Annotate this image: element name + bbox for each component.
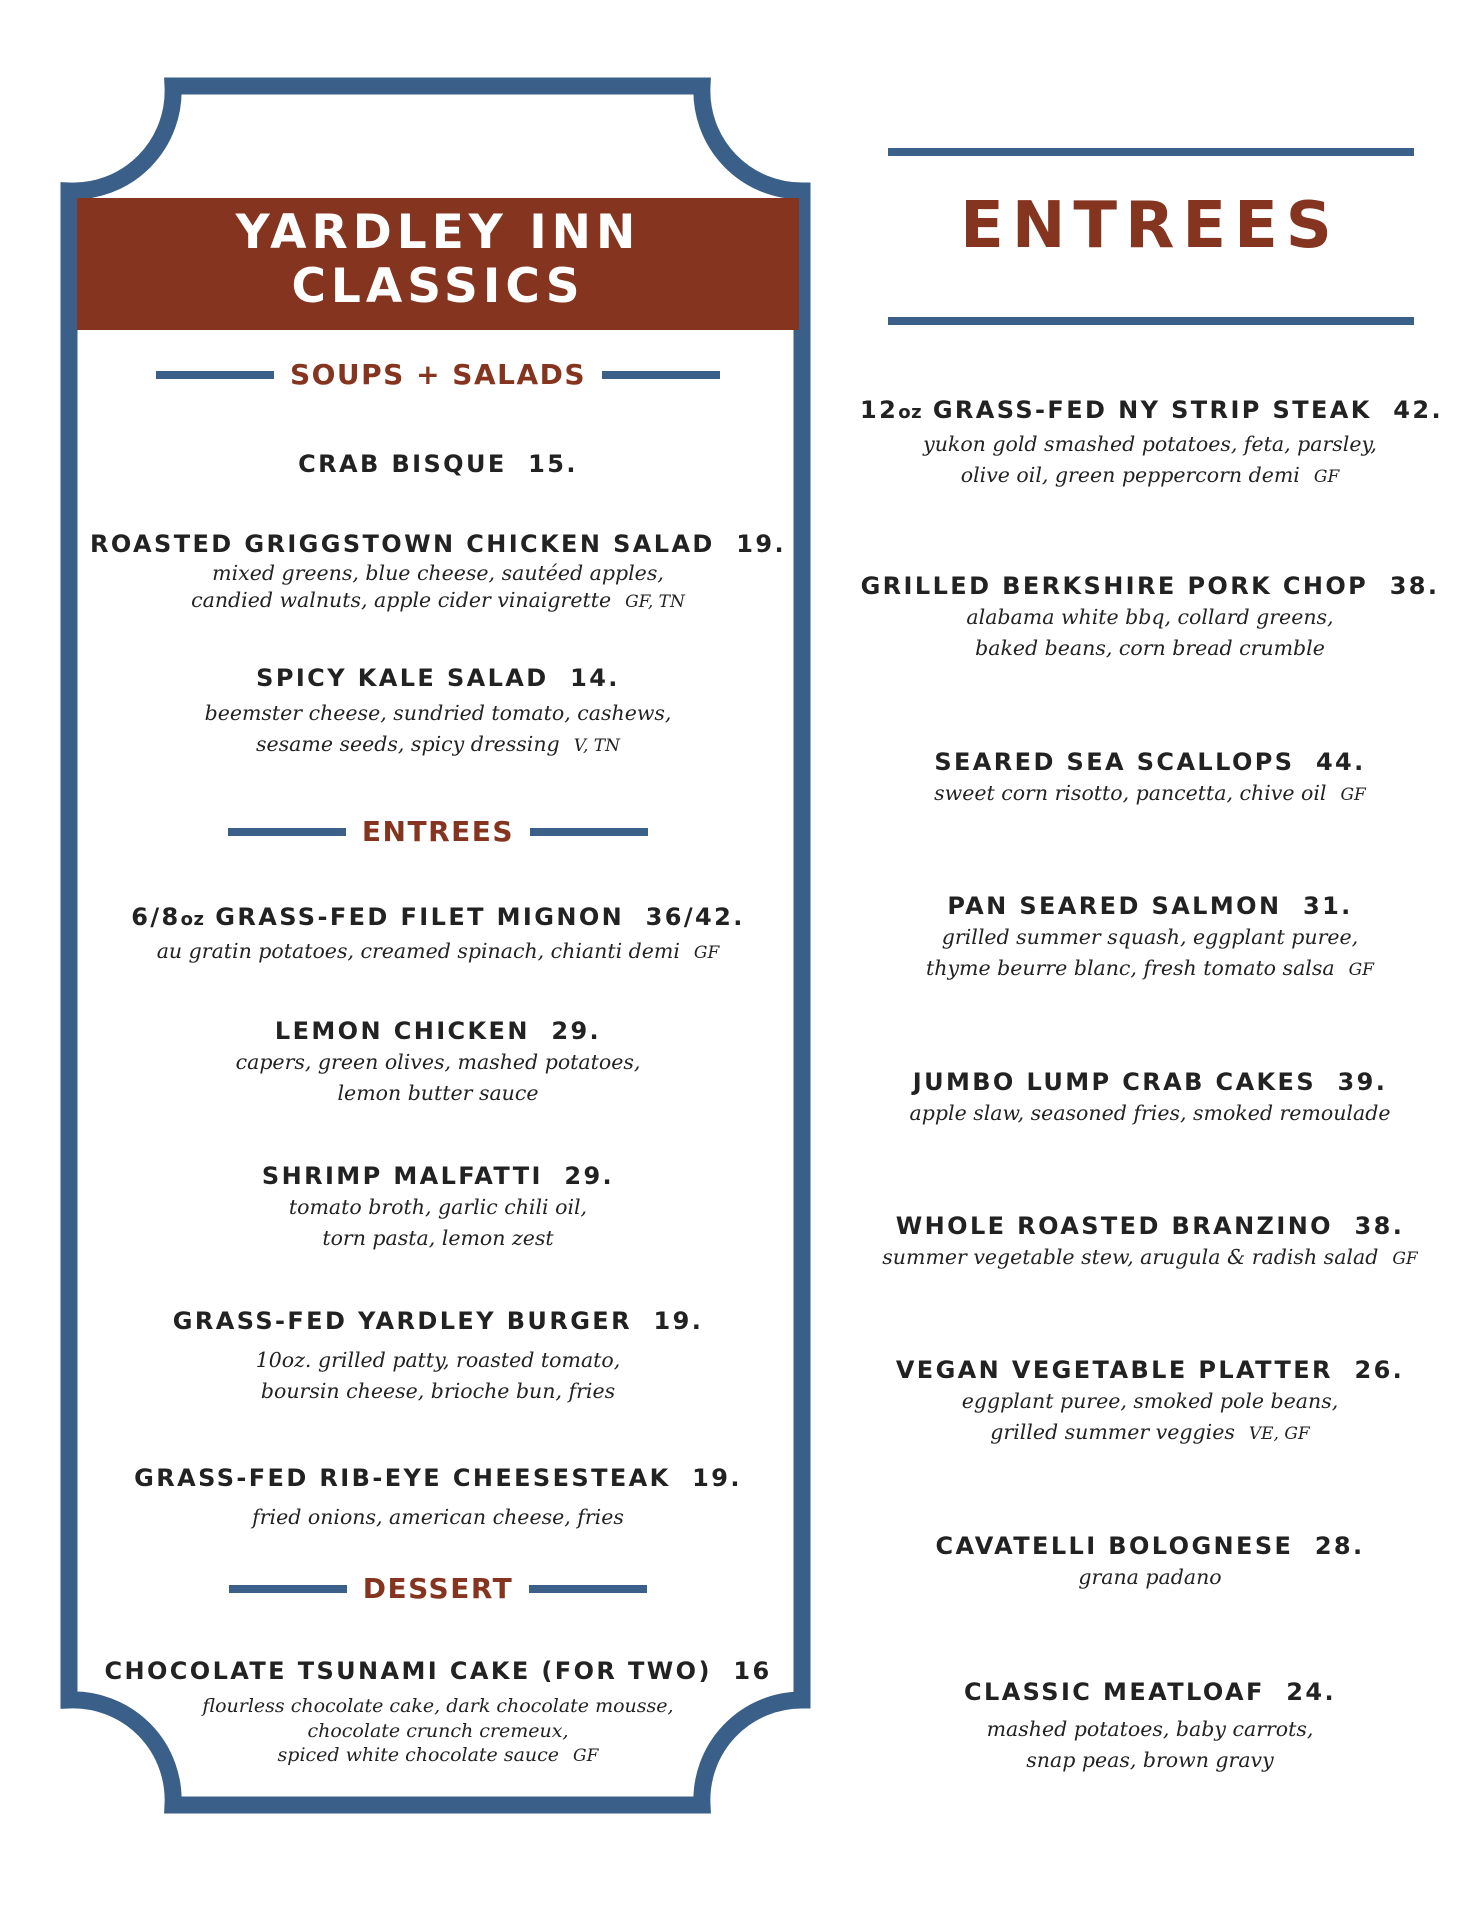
menu-item: [860, 890, 1440, 986]
item-name: CHOCOLATE TSUNAMI CAKE (FOR TWO): [104, 1657, 712, 1685]
item-desc: flourless chocolate cake, dark chocolate mousse,: [202, 1695, 674, 1717]
divider-right: [602, 371, 720, 379]
item-desc: beemster cheese, sundried tomato, cashews,: [204, 701, 672, 725]
item-price: 28.: [1314, 1532, 1365, 1560]
menu-item: [860, 570, 1440, 664]
item-name: CRAB BISQUE: [298, 450, 507, 478]
item-desc: apple slaw, seasoned fries, smoked remoulade: [909, 1101, 1391, 1125]
item-name: SEARED SEA SCALLOPS: [934, 748, 1295, 776]
menu-item: [860, 1210, 1440, 1275]
item-price: 15.: [528, 450, 578, 478]
section-label: SOUPS + SALADS: [289, 358, 587, 391]
diet-tags: GF: [1313, 467, 1340, 487]
title-rule-bottom: [888, 317, 1414, 325]
item-price: 24.: [1286, 1678, 1337, 1706]
item-desc: sweet corn risotto, pancetta, chive oil: [934, 781, 1327, 805]
diet-tags: V, TN: [573, 736, 621, 756]
item-name: PAN SEARED SALMON: [947, 892, 1282, 920]
item-desc: summer vegetable stew, arugula & radish salad: [882, 1245, 1379, 1269]
item-desc: baked beans, corn bread crumble: [975, 636, 1325, 660]
item-desc: au gratin potatoes, creamed spinach, chianti demi: [156, 939, 680, 963]
divider-left: [229, 1585, 347, 1593]
item-desc: candied walnuts, apple cider vinaigrette: [191, 588, 612, 612]
item-price: 26.: [1354, 1356, 1405, 1384]
menu-item: [77, 1015, 799, 1109]
item-desc: boursin cheese, brioche bun, fries: [260, 1379, 616, 1403]
item-name: SPICY KALE SALAD: [256, 664, 549, 692]
item-price: 39.: [1337, 1068, 1388, 1096]
item-desc: sesame seeds, spicy dressing: [255, 732, 560, 756]
entrees-title: ENTREES: [960, 189, 1340, 263]
item-unit: oz: [898, 402, 923, 423]
item-price: 29.: [551, 1017, 602, 1045]
item-size: 6/8: [131, 903, 181, 931]
item-name: GRASS-FED FILET MIGNON: [215, 903, 625, 931]
item-price: 29.: [564, 1162, 615, 1190]
item-desc: grana padano: [1078, 1565, 1222, 1589]
item-name: ROASTED GRIGGSTOWN CHICKEN SALAD: [90, 530, 715, 558]
menu-item: [77, 448, 799, 480]
item-desc: chocolate crunch cremeux,: [307, 1719, 569, 1742]
menu-item: [860, 1066, 1440, 1129]
title-rule-top: [888, 148, 1414, 156]
diet-tags: VE, GF: [1248, 1424, 1310, 1444]
diet-tags: GF: [1392, 1249, 1418, 1269]
item-unit: oz: [180, 909, 205, 930]
item-price: 19.: [692, 1464, 742, 1492]
menu-item: [77, 662, 799, 762]
section-label: ENTREES: [361, 815, 515, 848]
item-desc: grilled summer squash, eggplant puree,: [941, 925, 1359, 949]
diet-tags: GF: [1340, 785, 1366, 805]
divider-right: [530, 828, 648, 836]
divider-left: [156, 371, 274, 379]
menu-item: [77, 1160, 799, 1254]
section-label: DESSERT: [362, 1572, 514, 1605]
item-price: 14.: [570, 664, 620, 692]
item-name: LEMON CHICKEN: [274, 1017, 530, 1045]
item-desc: fried onions, american cheese, fries: [252, 1505, 624, 1529]
diet-tags: GF: [573, 1746, 599, 1766]
item-desc: capers, green olives, mashed potatoes,: [235, 1050, 641, 1074]
item-desc: yukon gold smashed potatoes, feta, parsley,: [923, 432, 1377, 456]
item-price: 38.: [1389, 572, 1440, 600]
item-desc: alabama white bbq, collard greens,: [966, 605, 1334, 629]
divider-left: [228, 828, 346, 836]
item-name: CAVATELLI BOLOGNESE: [935, 1532, 1294, 1560]
menu-item: [77, 1655, 799, 1769]
title-line-2: CLASSICS: [291, 259, 585, 314]
diet-tags: GF: [1348, 960, 1374, 980]
item-desc: eggplant puree, smoked pole beans,: [961, 1389, 1339, 1413]
menu-item: [860, 1530, 1440, 1593]
item-price: 16: [733, 1657, 772, 1685]
item-desc: thyme beurre blanc, fresh tomato salsa: [926, 956, 1335, 980]
item-desc: torn pasta, lemon zest: [322, 1226, 554, 1250]
menu-item: [77, 1305, 799, 1407]
item-size: 12: [860, 396, 899, 424]
item-name: WHOLE ROASTED BRANZINO: [895, 1212, 1333, 1240]
diet-tags: GF, TN: [625, 592, 685, 612]
menu-item: [860, 1354, 1440, 1450]
menu-item: [860, 1676, 1440, 1776]
item-desc: 10oz. grilled patty, roasted tomato,: [255, 1348, 621, 1372]
item-desc: snap peas, brown gravy: [1026, 1748, 1274, 1772]
item-desc: mixed greens, blue cheese, sautéed apples,: [212, 561, 664, 585]
item-name: GRASS-FED NY STRIP STEAK: [932, 396, 1372, 424]
item-desc: olive oil, green peppercorn demi: [960, 463, 1300, 487]
menu-item: [77, 528, 799, 616]
section-header-soups: [77, 358, 799, 391]
item-price: 38.: [1354, 1212, 1405, 1240]
item-name: GRASS-FED YARDLEY BURGER: [172, 1307, 632, 1335]
title-line-1: YARDLEY INN: [235, 205, 641, 260]
menu-item: [77, 901, 799, 969]
item-name: GRASS-FED RIB-EYE CHEESESTEAK: [134, 1464, 671, 1492]
item-price: 44.: [1315, 748, 1366, 776]
section-header-dessert: [77, 1572, 799, 1605]
item-price: 42.: [1393, 396, 1443, 424]
menu-item: [77, 1462, 799, 1533]
item-desc: tomato broth, garlic chili oil,: [288, 1195, 588, 1219]
item-price: 19.: [653, 1307, 704, 1335]
menu-item: [860, 746, 1440, 811]
item-desc: lemon butter sauce: [337, 1081, 539, 1105]
item-name: JUMBO LUMP CRAB CAKES: [912, 1068, 1317, 1096]
item-desc: spiced white chocolate sauce: [277, 1744, 560, 1766]
item-price: 36/42.: [645, 903, 745, 931]
item-price: 31.: [1302, 892, 1353, 920]
divider-right: [529, 1585, 647, 1593]
item-price: 19.: [736, 530, 786, 558]
item-name: SHRIMP MALFATTI: [261, 1162, 543, 1190]
section-header-entrees: [77, 815, 799, 848]
item-desc: grilled summer veggies: [990, 1420, 1235, 1444]
menu-item: [860, 394, 1443, 493]
item-name: VEGAN VEGETABLE PLATTER: [895, 1356, 1333, 1384]
item-name: GRILLED BERKSHIRE PORK CHOP: [860, 572, 1369, 600]
diet-tags: GF: [693, 943, 720, 963]
item-desc: mashed potatoes, baby carrots,: [986, 1717, 1314, 1741]
item-name: CLASSIC MEATLOAF: [963, 1678, 1265, 1706]
page-title: [77, 206, 799, 314]
